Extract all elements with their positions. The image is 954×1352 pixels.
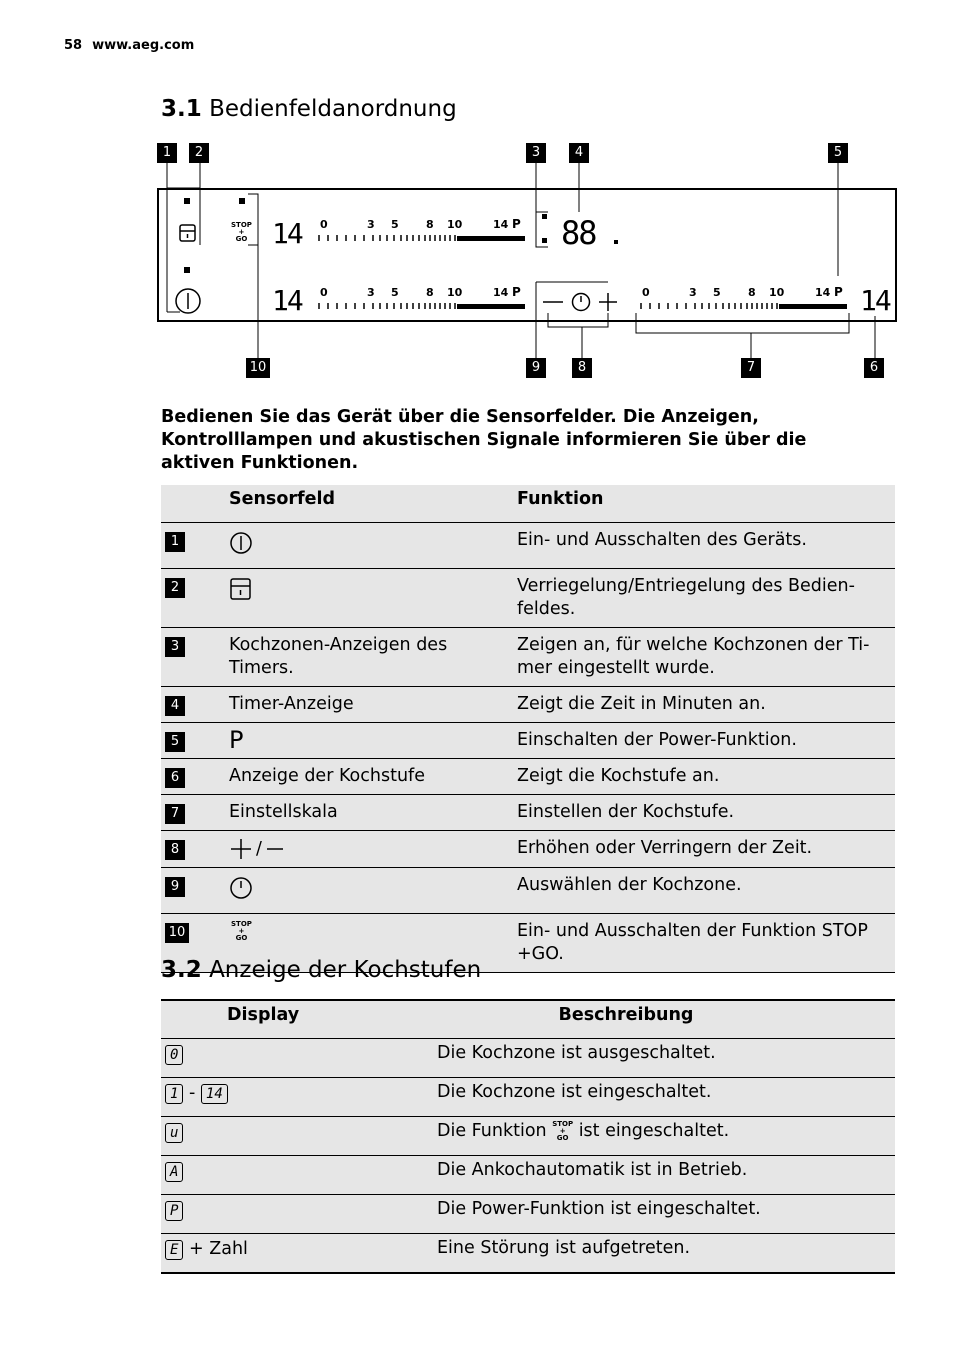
level-display-top: 14	[272, 217, 302, 250]
table-row	[161, 1117, 895, 1156]
description-cell: Die Ankochautomatik ist in Betrieb.	[437, 1156, 895, 1195]
plus-label: +	[238, 228, 245, 236]
callout-6: 6	[864, 358, 884, 378]
row-number: 9	[165, 877, 185, 897]
scale-label: 0	[320, 286, 328, 299]
scale-label: P	[512, 285, 521, 299]
section-title-2	[161, 957, 481, 983]
header-cell: Funktion	[517, 485, 895, 523]
description-cell: Die Kochzone ist eingeschaltet.	[437, 1078, 895, 1117]
callout-8: 8	[572, 358, 592, 378]
table-row	[161, 569, 895, 628]
callout-2: 2	[189, 143, 209, 163]
range-dash: -	[189, 1083, 196, 1103]
scale-label: P	[512, 217, 521, 231]
table-row	[161, 1195, 895, 1234]
segment-display: E	[165, 1240, 183, 1260]
section-title-text: Anzeige der Kochstufen	[209, 957, 482, 983]
sensor-table	[161, 485, 895, 973]
function-cell: Zeigen an, für welche Kochzonen der Ti-mer eingestellt wurde.	[517, 628, 895, 687]
scale-label: 5	[713, 286, 721, 299]
segment-display: 0	[165, 1045, 183, 1065]
table-row	[161, 759, 895, 795]
row-number: 1	[165, 532, 185, 552]
sensor-cell: Kochzonen-Anzeigen des Timers.	[229, 628, 517, 687]
power-icon	[229, 531, 253, 555]
header-cell: Display	[161, 1000, 437, 1039]
function-cell: Auswählen der Kochzone.	[517, 868, 895, 914]
callout-4: 4	[569, 143, 589, 163]
scale-label: 10	[447, 218, 463, 231]
scale-label: 10	[447, 286, 463, 299]
function-cell: Ein- und Ausschalten des Geräts.	[517, 523, 895, 569]
indicator-dot	[184, 267, 190, 273]
plus-icon	[229, 837, 253, 861]
function-cell: Zeigt die Kochstufe an.	[517, 759, 895, 795]
hob-panel	[157, 188, 897, 322]
sensor-cell: Anzeige der Kochstufe	[229, 759, 517, 795]
segment-display: 14	[201, 1084, 228, 1104]
scale-label: 10	[769, 286, 785, 299]
scale-label: 5	[391, 286, 399, 299]
segment-display: 1	[165, 1084, 183, 1104]
function-cell: Einstellen der Kochstufe.	[517, 795, 895, 831]
indicator-dot	[239, 198, 245, 204]
power-icon[interactable]	[174, 287, 202, 315]
description-cell: Die Power-Funktion ist eingeschaltet.	[437, 1195, 895, 1234]
timer-controls	[539, 290, 621, 314]
table-row	[161, 1078, 895, 1117]
table-row	[161, 1039, 895, 1078]
stop-go-icon	[552, 1121, 573, 1142]
scale-label: P	[834, 285, 843, 299]
function-cell: Erhöhen oder Verringern der Zeit.	[517, 831, 895, 868]
function-cell: Einschalten der Power-Funktion.	[517, 723, 895, 759]
scale-label: 5	[391, 218, 399, 231]
stop-label: STOP	[231, 919, 252, 928]
scale-label: 14	[815, 286, 831, 299]
plus-label: +	[238, 926, 245, 935]
callout-9: 9	[526, 358, 546, 378]
stop-go-icon	[231, 921, 252, 942]
sensor-cell: Timer-Anzeige	[229, 687, 517, 723]
display-table	[161, 999, 895, 1274]
stop-label: STOP	[552, 1119, 574, 1128]
power-function-icon: P	[229, 723, 517, 759]
description-cell	[437, 1117, 895, 1156]
level-display-bottom-right: 14	[860, 284, 890, 317]
row-number: 7	[165, 804, 185, 824]
description-post: ist eingeschaltet.	[578, 1121, 730, 1141]
section-title-text: Bedienfeldanordnung	[209, 96, 457, 122]
table-row	[161, 831, 895, 868]
scale-ticks	[317, 233, 527, 243]
slash: /	[256, 839, 262, 859]
segment-display: u	[165, 1123, 183, 1143]
row-number: 2	[165, 578, 185, 598]
table-row	[161, 1234, 895, 1274]
row-number: 3	[165, 637, 185, 657]
sensor-cell: Einstellskala	[229, 795, 517, 831]
stop-go-icon[interactable]	[231, 222, 252, 243]
scale-label: 8	[748, 286, 756, 299]
scale-label: 0	[642, 286, 650, 299]
row-number: 6	[165, 768, 185, 788]
callout-10: 10	[246, 358, 270, 378]
scale-label: 3	[367, 218, 375, 231]
level-display-bottom-left: 14	[272, 284, 302, 317]
page-number: 58	[64, 38, 83, 53]
timer-zone-indicator	[542, 238, 547, 243]
table-row	[161, 795, 895, 831]
timer-display: 88	[561, 214, 596, 252]
scale-ticks	[317, 301, 527, 311]
table-row	[161, 628, 895, 687]
intro-text: Bedienen Sie das Gerät über die Sensorfelder. Die Anzeigen, Kontrolllampen und akustischen Signale informieren Sie über die aktiven Funktionen.	[161, 407, 807, 473]
go-label: GO	[556, 1133, 569, 1142]
row-number: 4	[165, 696, 185, 716]
scale-label: 3	[367, 286, 375, 299]
description-cell: Eine Störung ist aufgetreten.	[437, 1234, 895, 1274]
function-cell: Verriegelung/Entriegelung des Bedien-feldes.	[517, 569, 895, 628]
scale-label: 8	[426, 218, 434, 231]
function-cell: Ein- und Ausschalten der Funktion STOP +GO.	[517, 914, 895, 973]
row-number: 8	[165, 840, 185, 860]
scale-label: 3	[689, 286, 697, 299]
header-cell: Beschreibung	[437, 1000, 895, 1039]
lock-icon	[229, 577, 253, 601]
minus-icon	[265, 837, 285, 861]
callout-7: 7	[741, 358, 761, 378]
timer-dot	[614, 240, 618, 244]
scale-label: 8	[426, 286, 434, 299]
section-number: 3.1	[161, 96, 202, 122]
callout-1: 1	[157, 143, 177, 163]
section-number: 3.2	[161, 957, 202, 983]
table-row	[161, 723, 895, 759]
callout-5: 5	[828, 143, 848, 163]
segment-display: P	[165, 1201, 183, 1221]
page-url: www.aeg.com	[92, 38, 195, 53]
indicator-dot	[184, 198, 190, 204]
header-cell: Sensorfeld	[229, 485, 517, 523]
go-label: GO	[235, 933, 248, 942]
callout-3: 3	[526, 143, 546, 163]
go-label: GO	[235, 235, 248, 243]
stop-label: STOP	[231, 221, 252, 229]
table-row	[161, 523, 895, 569]
description-pre: Die Funktion	[437, 1121, 547, 1141]
table-row	[161, 687, 895, 723]
row-number: 10	[165, 923, 189, 943]
table-header-row	[161, 1000, 895, 1039]
lock-icon[interactable]	[178, 223, 198, 243]
header-cell	[161, 485, 229, 523]
timer-icon	[229, 876, 253, 900]
scale-label: 14	[493, 286, 509, 299]
timer-zone-indicator	[542, 214, 547, 219]
scale-ticks	[639, 301, 849, 311]
segment-display: A	[165, 1162, 183, 1182]
table-row	[161, 1156, 895, 1195]
row-number: 5	[165, 732, 185, 752]
scale-label: 14	[493, 218, 509, 231]
description-cell: Die Kochzone ist ausgeschaltet.	[437, 1039, 895, 1078]
table-row	[161, 868, 895, 914]
plus-label: +	[559, 1126, 566, 1135]
table-header-row	[161, 485, 895, 523]
number-suffix: + Zahl	[189, 1239, 248, 1259]
scale-label: 0	[320, 218, 328, 231]
function-cell: Zeigt die Zeit in Minuten an.	[517, 687, 895, 723]
